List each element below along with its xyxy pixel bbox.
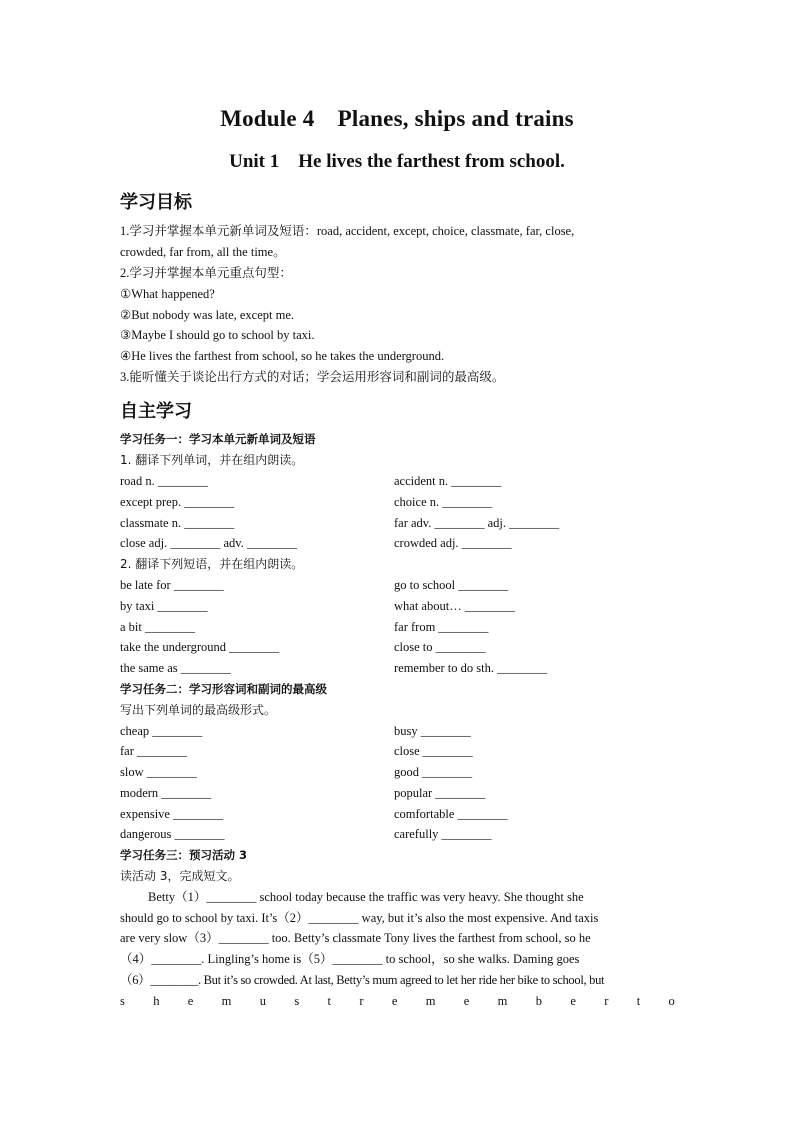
word-item: close adj. ________ adv. ________ (120, 536, 297, 550)
passage-line-5: （6）________. But it’s so crowded. At last, Betty’s mum agreed to let her ride her bike to school, but (120, 973, 605, 987)
word-item: crowded adj. ________ (394, 536, 512, 550)
phrase-item: a bit ________ (120, 620, 195, 634)
passage-line-4: （4）________. Lingling’s home is（5）________ to school，so she walks. Daming goes (120, 952, 580, 966)
superlative-item: carefully ________ (394, 827, 492, 841)
self-study-heading: 自主学习 (120, 401, 192, 422)
letter: b (535, 994, 542, 1008)
letter: s (294, 994, 300, 1008)
phrase-item: the same as ________ (120, 661, 231, 675)
letter: h (153, 994, 160, 1008)
phrase-item: close to ________ (394, 640, 486, 654)
letter: e (391, 994, 398, 1008)
superlative-item: far ________ (120, 744, 187, 758)
unit-title: Unit 1 He lives the farthest from school. (229, 151, 565, 172)
passage-line-2: should go to school by taxi. It’s（2）________ way, but it’s also the most expensive. And taxis (120, 911, 599, 925)
phrase-item: remember to do sth. ________ (394, 661, 548, 675)
phrase-item: far from ________ (394, 620, 489, 634)
objective-1-line-b: crowded, far from, all the time。 (120, 245, 286, 259)
letter: r (359, 994, 364, 1008)
objective-2: 2.学习并掌握本单元重点句型： (120, 266, 292, 280)
phrase-item: what about… ________ (394, 599, 515, 613)
letter: m (221, 994, 232, 1008)
task3-title: 学习任务三：预习活动 3 (120, 848, 248, 862)
passage-line-6 (120, 991, 675, 1011)
objective-3: 3.能听懂关于谈论出行方式的对话；学会运用形容词和副词的最高级。 (120, 370, 505, 384)
objective-1-line-a: 1.学习并掌握本单元新单词及短语：road, accident, except, choice, classmate, far, close, (120, 224, 575, 238)
key-sentence-3: ③Maybe I should go to school by taxi. (120, 328, 315, 342)
superlative-item: close ________ (394, 744, 473, 758)
key-sentence-2: ②But nobody was late, except me. (120, 308, 295, 322)
phrase-item: be late for ________ (120, 578, 224, 592)
word-item: except prep. ________ (120, 495, 235, 509)
letter: e (463, 994, 470, 1008)
word-item: choice n. ________ (394, 495, 493, 509)
phrase-item: go to school ________ (394, 578, 509, 592)
key-sentence-1: ①What happened? (120, 287, 215, 301)
word-item: classmate n. ________ (120, 516, 235, 530)
task1-title: 学习任务一：学习本单元新单词及短语 (120, 432, 316, 446)
letter: r (604, 994, 609, 1008)
letter: m (425, 994, 436, 1008)
phrase-item: by taxi ________ (120, 599, 208, 613)
passage-line-3: are very slow（3）________ too. Betty’s classmate Tony lives the farthest from school, so he (120, 931, 591, 945)
word-item: road n. ________ (120, 474, 208, 488)
superlative-item: comfortable ________ (394, 807, 508, 821)
superlative-item: cheap ________ (120, 724, 203, 738)
letter: e (570, 994, 576, 1008)
letter: o (668, 994, 675, 1008)
letter: e (187, 994, 194, 1008)
letter: t (636, 994, 641, 1008)
superlative-item: dangerous ________ (120, 827, 225, 841)
superlative-item: modern ________ (120, 786, 212, 800)
letter: m (497, 994, 508, 1008)
task2-instruction: 写出下列单词的最高级形式。 (120, 703, 277, 717)
superlative-item: slow ________ (120, 765, 197, 779)
letter: s (120, 994, 125, 1008)
superlative-item: good ________ (394, 765, 473, 779)
word-item: far adv. ________ adj. ________ (394, 516, 560, 530)
objectives-heading: 学习目标 (120, 192, 192, 213)
key-sentence-4: ④He lives the farthest from school, so he takes the underground. (120, 349, 445, 363)
letter: u (259, 994, 266, 1008)
task1-part2-instruction: 2. 翻译下列短语，并在组内朗读。 (120, 557, 304, 571)
module-title: Module 4 Planes, ships and trains (220, 106, 574, 131)
superlative-item: busy ________ (394, 724, 471, 738)
task1-part1-instruction: 1. 翻译下列单词，并在组内朗读。 (120, 453, 304, 467)
superlative-item: expensive ________ (120, 807, 224, 821)
task2-title: 学习任务二：学习形容词和副词的最高级 (120, 682, 327, 696)
passage-line-1: Betty（1）________ school today because the traffic was very heavy. She thought she (148, 890, 584, 904)
phrase-item: take the underground ________ (120, 640, 280, 654)
task3-instruction: 读活动 3，完成短文。 (120, 869, 240, 883)
word-item: accident n. ________ (394, 474, 502, 488)
letter: t (327, 994, 331, 1008)
superlative-item: popular ________ (394, 786, 486, 800)
